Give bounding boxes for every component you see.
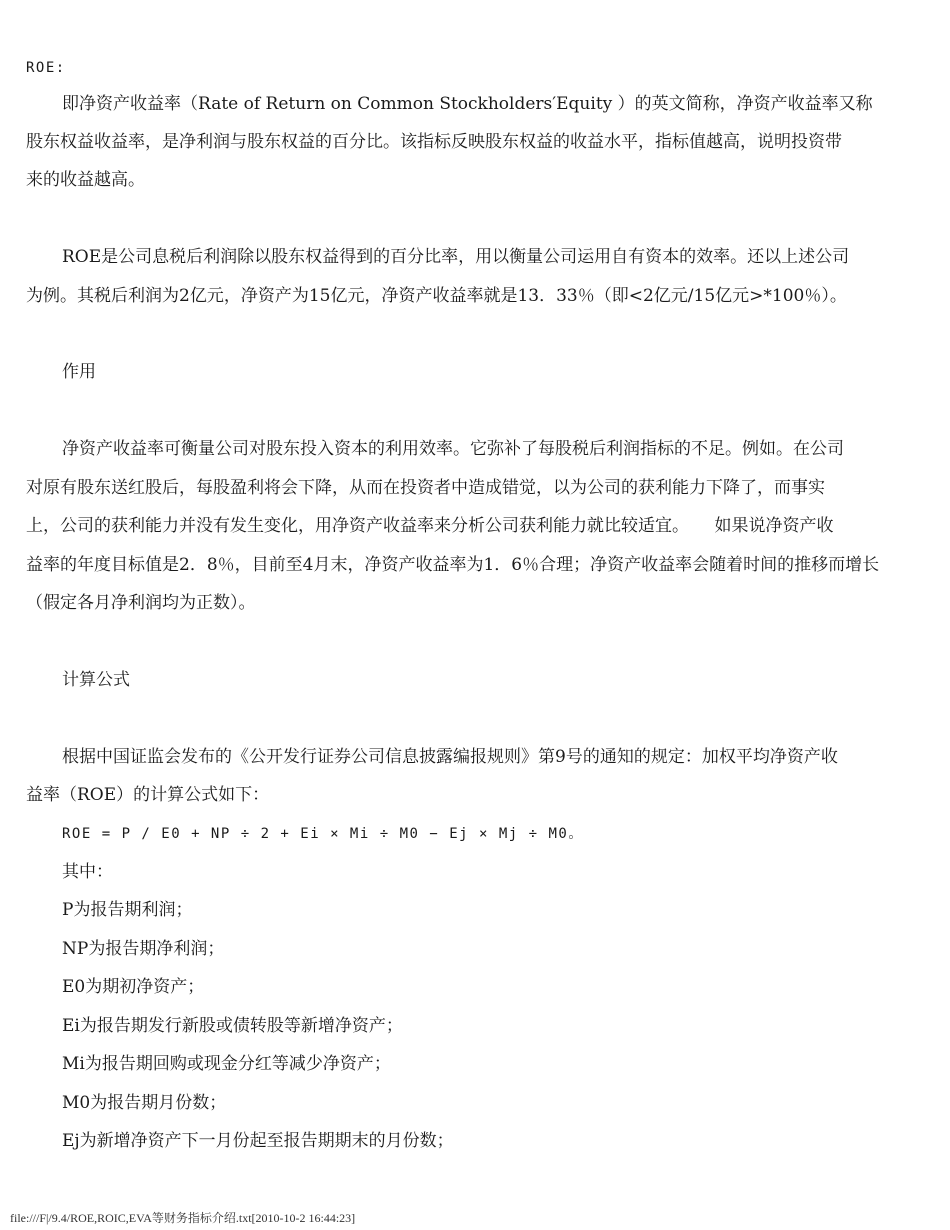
paragraph-4-line-2: 益率（ROE）的计算公式如下： [26,785,270,805]
paragraph-3-line-5: （假定各月净利润均为正数）。 [26,593,256,613]
paragraph-1-line-2: 股东权益收益率，是净利润与股东权益的百分比。该指标反映股东权益的收益水平，指标值越高，说明投资带 [26,132,842,152]
definition-m0: M0为报告期月份数； [62,1093,227,1113]
paragraph-2-line-1: ROE是公司息税后利润除以股东权益得到的百分比率，用以衡量公司运用自有资本的效率。还以上述公司 [62,247,850,267]
definition-mi: Mi为报告期回购或现金分红等减少净资产； [62,1054,391,1074]
heading-roe: ROE: [26,60,66,76]
paragraph-2-line-2: 为例。其税后利润为2亿元，净资产为15亿元，净资产收益率就是13．33％（即<2亿元/15亿元>*100％）。 [26,286,847,306]
section-title-formula: 计算公式 [62,670,130,690]
definition-ei: Ei为报告期发行新股或债转股等新增净资产； [62,1016,403,1036]
section-title-usage: 作用 [62,362,96,382]
paragraph-4-line-1: 根据中国证监会发布的《公开发行证券公司信息披露编报规则》第9号的通知的规定：加权平均净资产收 [62,747,838,767]
paragraph-3-line-2: 对原有股东送红股后，每股盈利将会下降，从而在投资者中造成错觉，以为公司的获利能力下降了，而事实 [26,478,825,498]
roe-formula: ROE = P / E0 + NP ÷ 2 + Ei × Mi ÷ M0 − Ej × Mj ÷ M0。 [62,826,584,842]
definition-np: NP为报告期净利润； [62,939,225,959]
footer-file-path: file:///F|/9.4/ROE,ROIC,EVA等财务指标介绍.txt[2010-10-2 16:44:23] [10,1211,356,1225]
paragraph-3-line-3: 上，公司的获利能力并没有发生变化，用净资产收益率来分析公司获利能力就比较适宜。 如果说净资产收 [26,516,834,536]
paragraph-1-line-3: 来的收益越高。 [26,170,145,190]
definition-ej: Ej为新增净资产下一月份起至报告期期末的月份数； [62,1131,454,1151]
paragraph-3-line-1: 净资产收益率可衡量公司对股东投入资本的利用效率。它弥补了每股税后利润指标的不足。例如。在公司 [62,439,844,459]
paragraph-3-line-4: 益率的年度目标值是2．8％，目前至4月末，净资产收益率为1．6％合理；净资产收益率会随着时间的推移而增长 [26,555,880,575]
definition-e0: E0为期初净资产； [62,977,205,997]
definition-p: P为报告期利润； [62,900,193,920]
where-label: 其中： [62,862,113,882]
paragraph-1-line-1: 即净资产收益率（Rate of Return on Common Stockholders′Equity ）的英文简称，净资产收益率又称 [62,94,873,114]
